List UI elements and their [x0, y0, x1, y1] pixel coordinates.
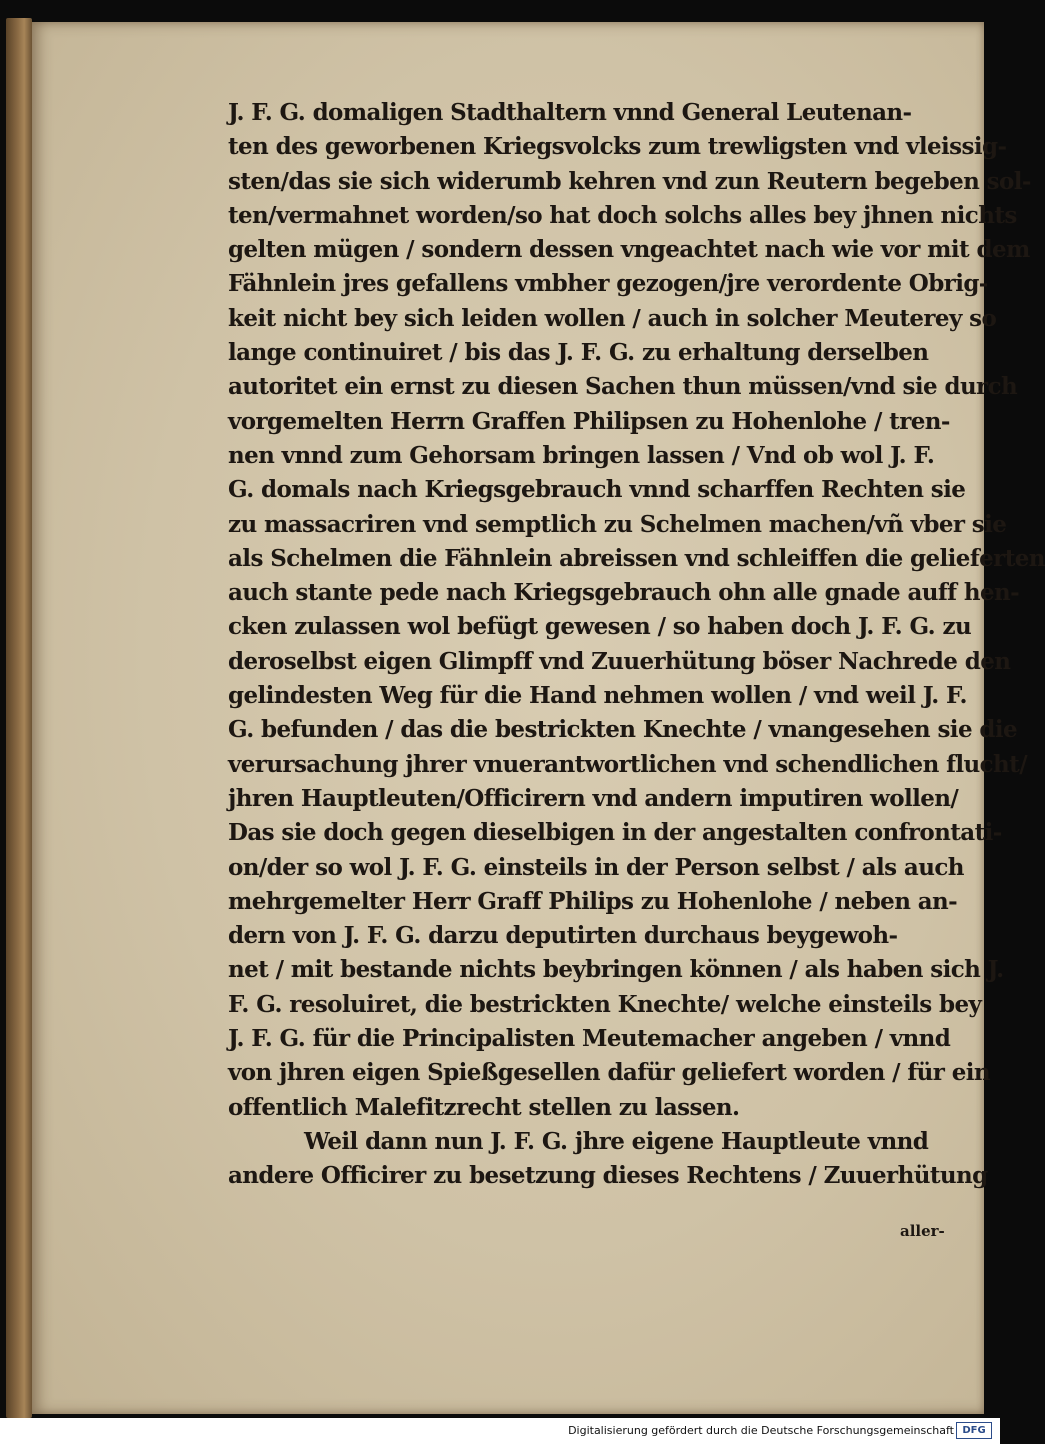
text-line: vorgemelten Herrn Graffen Philipsen zu Hohenlohe / tren- — [228, 407, 950, 435]
page-body-text — [228, 96, 1045, 1194]
text-line: von jhren eigen Spießgesellen dafür geliefert worden / für ein — [228, 1059, 991, 1087]
text-line: net / mit bestande nichts beybringen können / als haben sich J. — [228, 956, 1004, 984]
viewer-footer — [0, 1418, 1000, 1444]
text-line: nen vnnd zum Gehorsam bringen lassen / Vnd ob wol J. F. — [228, 441, 935, 469]
text-line: andere Officirer zu besetzung dieses Rechtens / Zuuerhütung — [228, 1162, 988, 1190]
text-line: als Schelmen die Fähnlein abreissen vnd schleiffen die gelieferten — [228, 544, 1045, 572]
text-line: J. F. G. für die Principalisten Meutemacher angeben / vnnd — [228, 1025, 951, 1053]
text-line: sten/das sie sich widerumb kehren vnd zun Reutern begeben sol- — [228, 167, 1031, 195]
text-line: cken zulassen wol befügt gewesen / so haben doch J. F. G. zu — [228, 613, 972, 641]
text-line: F. G. resoluiret, die bestrickten Knechte/ welche einsteils bey — [228, 990, 982, 1018]
book-spine-edge — [6, 18, 32, 1418]
text-line: jhren Hauptleuten/Officirern vnd andern imputiren wollen/ — [228, 784, 959, 812]
text-line: G. domals nach Kriegsgebrauch vnnd scharffen Rechten sie — [228, 476, 966, 504]
text-line: auch stante pede nach Kriegsgebrauch ohn alle gnade auff hen- — [228, 579, 1020, 607]
text-line: verursachung jhrer vnuerantwortlichen vnd schendlichen flucht/ — [228, 750, 1027, 778]
dfg-logo-icon: DFG — [956, 1422, 992, 1439]
scanned-page — [32, 22, 1045, 1414]
text-line: keit nicht bey sich leiden wollen / auch in solcher Meuterey so — [228, 304, 997, 332]
text-line: G. befunden / das die bestrickten Knechte / vnangesehen sie die — [228, 716, 1018, 744]
text-line: on/der so wol J. F. G. einsteils in der Person selbst / als auch — [228, 853, 964, 881]
text-line: J. F. G. domaligen Stadthaltern vnnd General Leutenan- — [228, 99, 912, 126]
catchword: aller- — [900, 1222, 945, 1240]
text-line: lange continuiret / bis das J. F. G. zu erhaltung derselben — [228, 339, 929, 367]
text-line: Fähnlein jres gefallens vmbher gezogen/jre verordente Obrig- — [228, 270, 988, 298]
text-line: ten des geworbenen Kriegsvolcks zum trewligsten vnd vleissig- — [228, 133, 1007, 161]
text-line: gelindesten Weg für die Hand nehmen wollen / vnd weil J. F. — [228, 682, 967, 710]
text-line: mehrgemelter Herr Graff Philips zu Hohenlohe / neben an- — [228, 887, 958, 915]
text-line: autoritet ein ernst zu diesen Sachen thun müssen/vnd sie durch — [228, 373, 1018, 401]
funding-note: Digitalisierung gefördert durch die Deutsche Forschungsgemeinschaft — [568, 1424, 954, 1437]
text-line: deroselbst eigen Glimpff vnd Zuuerhütung böser Nachrede den — [228, 647, 1011, 675]
text-line: dern von J. F. G. darzu deputirten durchaus beygewoh- — [228, 922, 898, 950]
text-line: Weil dann nun J. F. G. jhre eigene Hauptleute vnnd — [304, 1127, 929, 1155]
text-line: zu massacriren vnd semptlich zu Schelmen machen/vñ vber sie — [228, 510, 1007, 538]
text-line: offentlich Malefitzrecht stellen zu lassen. — [228, 1093, 740, 1121]
text-line: Das sie doch gegen dieselbigen in der angestalten confrontati- — [228, 819, 1002, 847]
text-line: ten/vermahnet worden/so hat doch solchs alles bey jhnen nichts — [228, 201, 1017, 229]
text-line: gelten mügen / sondern dessen vngeachtet nach wie vor mit dem — [228, 236, 1030, 264]
